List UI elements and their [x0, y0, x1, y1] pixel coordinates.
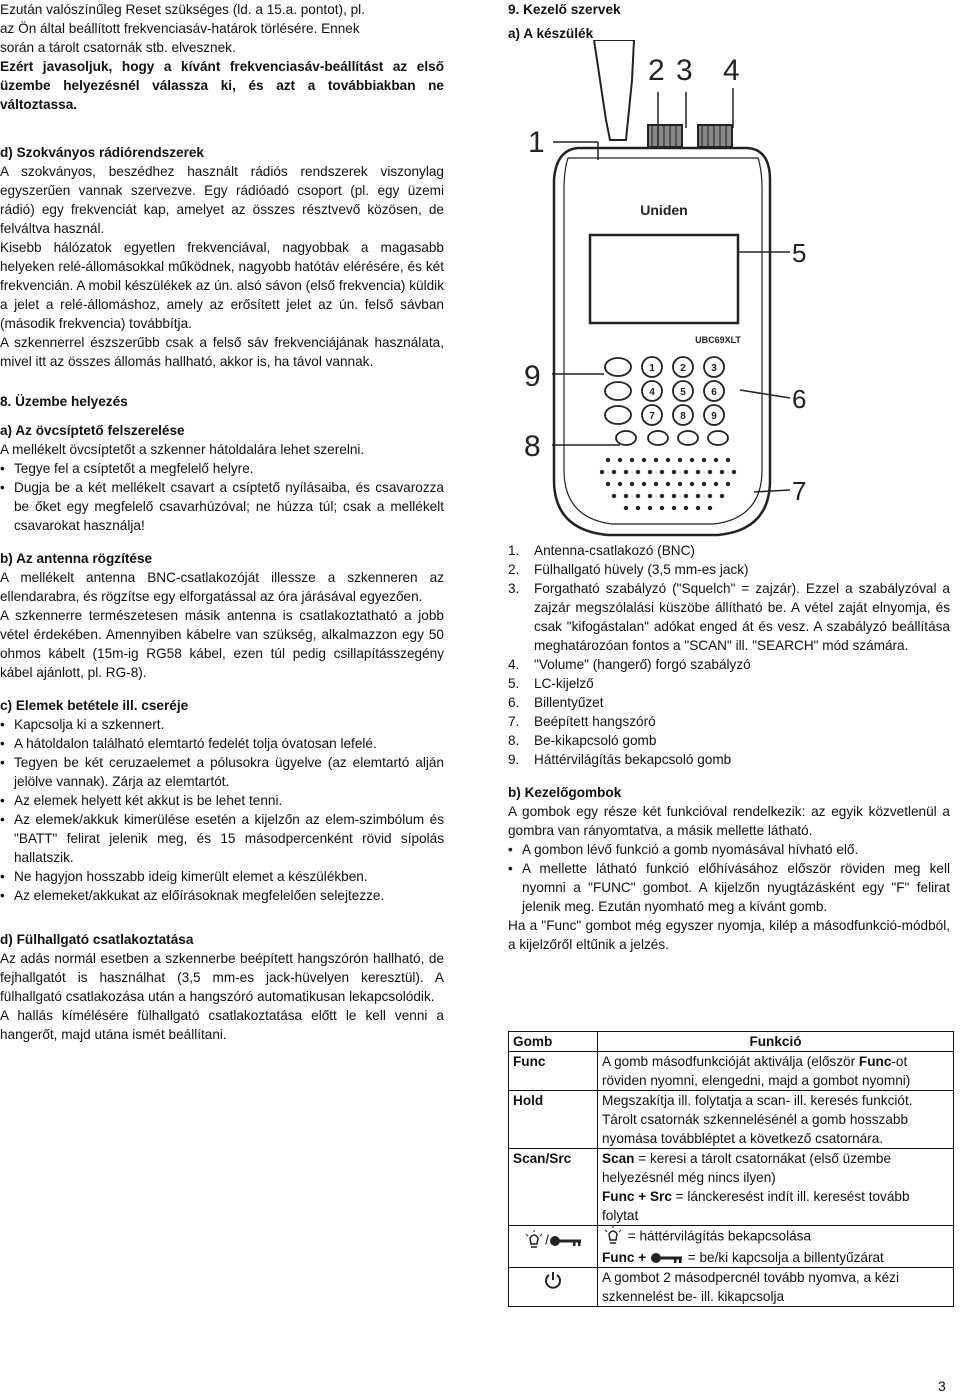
svg-text:9: 9 — [711, 411, 717, 422]
callout-1: 1 — [528, 126, 545, 159]
speaker-grille-icon — [600, 458, 736, 510]
backlight-icon — [523, 1230, 545, 1252]
svg-text:2: 2 — [680, 363, 686, 374]
intro-line-2: az Ön által beállított frekvenciasáv-határok törlésére. Ennek — [0, 21, 360, 36]
volume-knob-icon — [698, 125, 732, 147]
callout-5: 5 — [792, 238, 807, 268]
callout-7: 7 — [792, 476, 807, 506]
section-8a-list — [0, 459, 444, 535]
model-label: UBC69XLT — [695, 335, 741, 345]
section-8-title: 8. Üzembe helyezés — [0, 394, 128, 409]
function-cell: Megszakítja ill. folytatja a scan- ill. keresés funkciót. Tárolt csatornák szkennelésénél a gomb hosszabb nyomása továbbléptet a következő csatornára. — [598, 1091, 954, 1149]
table-header-row — [509, 1032, 954, 1052]
keypad-icon — [605, 357, 728, 445]
callout-8: 8 — [524, 430, 541, 463]
key-cell: Hold — [509, 1091, 598, 1149]
svg-text:7: 7 — [649, 411, 655, 422]
section-8a-title: a) Az övcsíptető felszerelése — [0, 423, 185, 438]
section-8d-p2: A hallás kímélésére fülhallgató csatlakoztatása előtt le kell venni a hangerőt, majd utána ismét beállítani. — [0, 1008, 444, 1042]
list-item: • A gombon lévő funkció a gomb nyomásával hívható elő. — [508, 840, 950, 859]
key-lock-icon — [650, 1251, 684, 1265]
function-cell: A gombot 2 másodpercnél tovább nyomva, a kézi szkennelést be- ill. kikapcsolja — [598, 1268, 954, 1307]
list-item: • Az elemek/akkuk kimerülése esetén a kijelzőn az elem-szimbólum és "BATT" felirat jelenik meg, és 15 másodpercenként rövid sípolás hallatszik. — [0, 810, 444, 867]
section-d-p1: A szokványos, beszédhez használt rádiós rendszerek viszonylag egyszerűen vannak szervezve. Egy rádióadó csoport (pl. egy üzemi rádió) egy frekvenciát kap, amelyet az összes résztvevő közösen, de felváltva használ. — [0, 164, 444, 236]
section-d-p2: Kisebb hálózatok egyetlen frekvenciával, nagyobbak a magasabb helyeken relé-állomásokkal működnek, nagyobb hatótáv elérésére, és két frekvencián. A mobil készülékek az ún. alsó sávon (első frekvencia) küldik a jelet a relé-állomáshoz, amely az erősített jelet az ún. felső sávban (második frekvencia) továbbítja. — [0, 240, 444, 331]
list-item: • Tegye fel a csíptetőt a megfelelő helyre. — [0, 459, 444, 478]
section-8b-title: b) Az antenna rögzítése — [0, 551, 153, 566]
intro-line-1: Ezután valószínűleg Reset szükséges (ld. a 15.a. pontot), pl. — [0, 2, 365, 17]
antenna-icon — [594, 40, 634, 140]
list-item: 8. Be-kikapcsoló gomb — [508, 733, 657, 748]
section-8b-p2: A szkennerre természetesen másik antenna is csatlakoztatható a jobb vétel érdekében. Amennyiben kábelre van szükség, alkalmazzon egy 50 ohmos kábelt (15m-ig RG58 kábel, ezen túl pedig csillapításszegény kábel ajánlott, pl. RG-8). — [0, 608, 444, 680]
svg-text:6: 6 — [711, 387, 717, 398]
backlight-icon — [602, 1226, 624, 1248]
section-9b-p2: Ha a "Func" gombot még egyszer nyomja, kilép a másodfunkció-módból, a kijelzőről eltűnik a jelzés. — [508, 918, 950, 952]
section-d-title: d) Szokványos rádiórendszerek — [0, 145, 204, 160]
table-row — [509, 1052, 954, 1091]
section-8c-list — [0, 715, 444, 905]
section-d-p3: A szkennerrel észszerűbb csak a felső sáv frekvenciájának használata, mivel itt az összes állomás hallható, akkor is, ha távol vannak. — [0, 335, 444, 369]
list-item: 1. Antenna-csatlakozó (BNC) — [508, 543, 695, 558]
right-column — [508, 0, 950, 1304]
parts-list — [508, 541, 950, 769]
section-9b-list — [508, 840, 950, 916]
key-cell — [509, 1268, 598, 1307]
function-cell: Scan = keresi a tárolt csatornákat (első üzembe helyezésnél még nincs ilyen) Func + Src = lánckeresést indít ill. keresést tovább folytat — [598, 1149, 954, 1226]
callout-3: 3 — [676, 54, 693, 87]
list-item: 4. "Volume" (hangerő) forgó szabályzó — [508, 657, 751, 672]
table-row — [509, 1268, 954, 1307]
svg-text:5: 5 — [680, 387, 686, 398]
key-lock-icon — [549, 1234, 583, 1248]
section-8c-title: c) Elemek betétele ill. cseréje — [0, 698, 189, 713]
list-item: 2. Fülhallgató hüvely (3,5 mm-es jack) — [508, 562, 749, 577]
table-row — [509, 1149, 954, 1226]
function-cell: A gomb másodfunkcióját aktiválja (először Func-ot röviden nyomni, elengedni, majd a gombot nyomni) — [598, 1052, 954, 1091]
list-item: • Tegyen be két ceruzaelemet a pólusokra ügyelve (az elemtartó alján jelölve vannak). Zárja az elemtartót. — [0, 753, 444, 791]
key-cell: Scan/Src — [509, 1149, 598, 1226]
list-item: • Kapcsolja ki a szkennert. — [0, 715, 444, 734]
list-item: • Az elemek helyett két akkut is be lehet tenni. — [0, 791, 444, 810]
key-cell: / — [509, 1226, 598, 1268]
callout-2: 2 — [648, 54, 665, 87]
list-item: • Az elemeket/akkukat az előírásoknak megfelelően selejtezze. — [0, 886, 444, 905]
key-cell: Func — [509, 1052, 598, 1091]
callout-6: 6 — [792, 384, 807, 414]
section-9b-p: A gombok egy része két funkcióval rendelkezik: az egyik közvetlenül a gombra van rányomtatva, a másik mellette látható. — [508, 804, 950, 838]
section-9a-title: a) A készülék — [508, 26, 594, 41]
svg-text:1: 1 — [649, 363, 655, 374]
page-number: 3 — [938, 1378, 946, 1394]
svg-text:8: 8 — [680, 411, 686, 422]
section-9-title: 9. Kezelő szervek — [508, 2, 621, 17]
section-8a-p: A mellékelt övcsíptetőt a szkenner hátoldalára lehet szerelni. — [0, 442, 365, 457]
table-row — [509, 1226, 954, 1268]
list-item: • A hátoldalon található elemtartó fedelét tolja óvatosan lefelé. — [0, 734, 444, 753]
list-item: • A mellette látható funkció előhívásához először röviden meg kell nyomni a "FUNC" gombot. A kijelzőn nyugtázásként egy "F" felirat jelenik meg. Ezután nyomható meg a kívánt gomb. — [508, 859, 950, 916]
list-item: 5. LC-kijelző — [508, 676, 594, 691]
lcd-display-icon — [590, 235, 738, 323]
list-item: 3. Forgatható szabályzó ("Squelch" = zajzár). Ezzel a szabályzóval a zajzár megszólalási küszöbe állítható be. A vétel zaját elnyomja, és csak "kifogástalan" adókat enged át és vesz. A szabályzó beállítása meghatározóan fontos a "SCAN" ill. "SEARCH" mód számára. — [508, 581, 950, 653]
list-item: • Dugja be a két mellékelt csavart a csíptető nyílásaiba, és csavarozza be őket egy megfelelő csavarhúzóval; ne húzza túl; csak a mellékelt csavarokat használja! — [0, 478, 444, 535]
svg-text:3: 3 — [711, 363, 717, 374]
section-8b-p1: A mellékelt antenna BNC-csatlakozóját illessze a szkenneren az ellendarabra, és rögzítse egy elforgatással az óra járásával egyezően. — [0, 570, 444, 604]
section-8d-title: d) Fülhallgató csatlakoztatása — [0, 932, 194, 947]
callout-9: 9 — [524, 360, 541, 393]
section-9b-title: b) Kezelőgombok — [508, 785, 622, 800]
squelch-knob-icon — [648, 125, 682, 147]
power-icon — [543, 1270, 563, 1290]
list-item: 6. Billentyűzet — [508, 695, 604, 710]
table-header: Funkció — [598, 1032, 954, 1052]
table-row — [509, 1091, 954, 1149]
key-function-table — [508, 1031, 954, 1307]
function-cell: = háttérvilágítás bekapcsolása Func + = be/ki kapcsolja a billentyűzárat — [598, 1226, 954, 1268]
list-item: • Ne hagyjon hosszabb ideig kimerült elemet a készülékben. — [0, 867, 444, 886]
svg-text:4: 4 — [649, 387, 655, 398]
section-8d-p1: Az adás normál esetben a szkennerbe beépített hangszórón hallható, de fejhallgatót is használhat (3,5 mm-es jack-hüvelyen keresztül). A fülhallgató csatlakozása után a hangszóró automatikusan lekapcsolódik. — [0, 951, 444, 1004]
intro-bold: Ezért javasoljuk, hogy a kívánt frekvenciasáv-beállítást az első üzembe helyezésnél válassza ki, és azt a továbbiakban ne változtassa. — [0, 59, 444, 112]
brand-label: Uniden — [640, 202, 688, 218]
left-column — [0, 0, 444, 1044]
intro-line-3: során a tárolt csatornák stb. elvesznek. — [0, 40, 236, 55]
scanner-illustration — [508, 40, 808, 540]
list-item: 9. Háttérvilágítás bekapcsoló gomb — [508, 752, 732, 767]
list-item: 7. Beépített hangszóró — [508, 714, 656, 729]
table-header: Gomb — [509, 1032, 598, 1052]
callout-4: 4 — [723, 54, 740, 87]
